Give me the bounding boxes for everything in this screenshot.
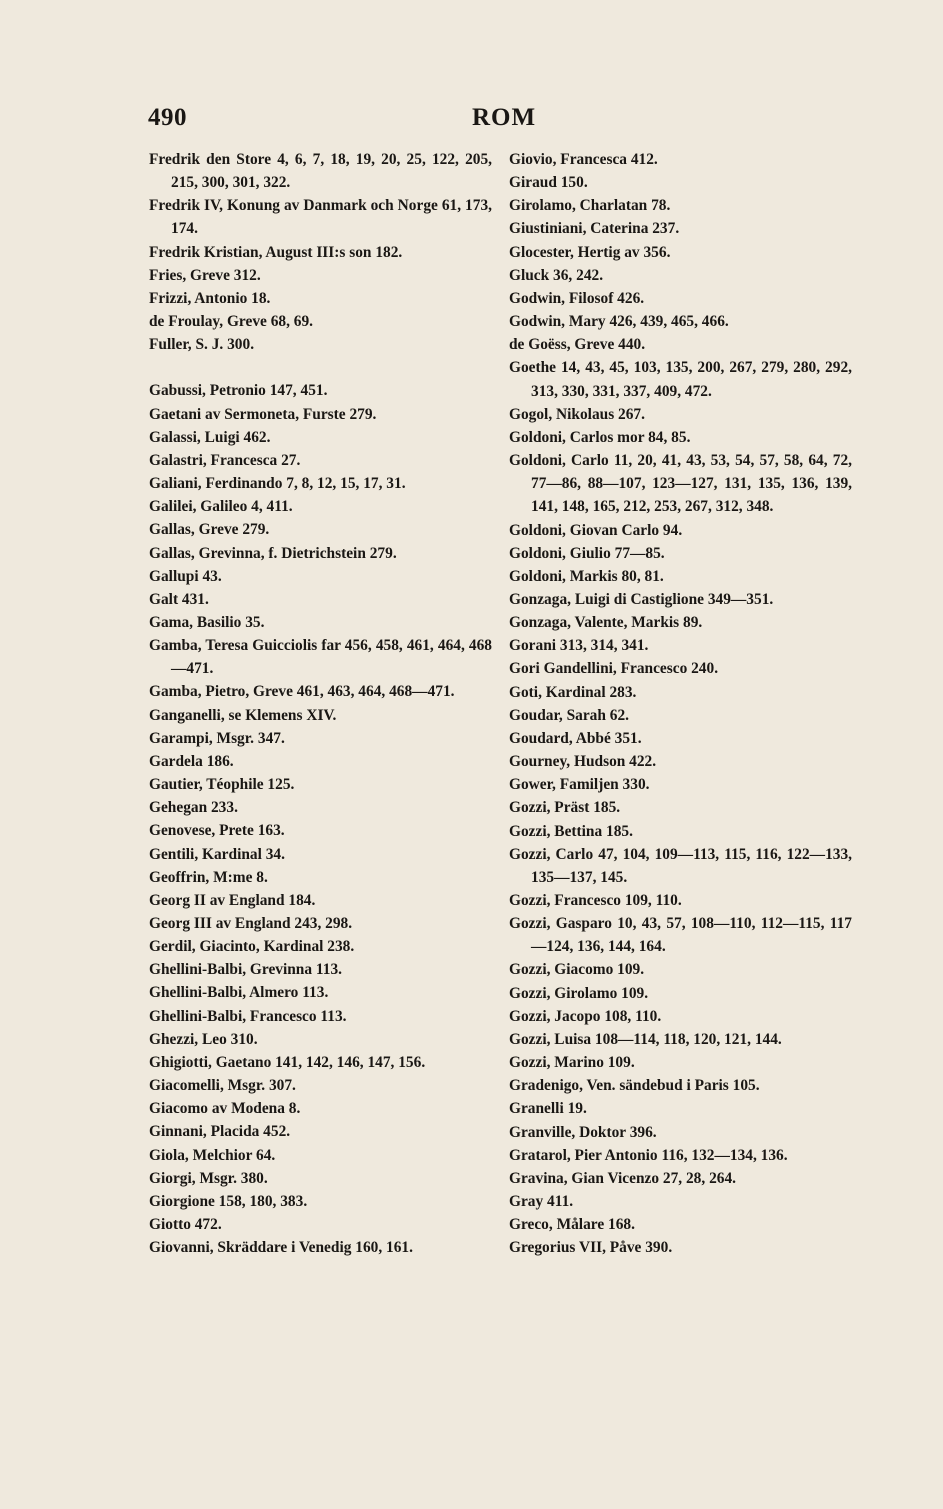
index-entry: Girolamo, Charlatan 78. bbox=[509, 197, 671, 215]
index-entry: Gorani 313, 314, 341. bbox=[509, 637, 649, 655]
index-entry: Ganganelli, se Klemens XIV. bbox=[149, 706, 337, 724]
index-entry: Galilei, Galileo 4, 411. bbox=[149, 498, 293, 516]
index-entry: Gozzi, Carlo 47, 104, 109—113, 115, 116, 122—133, 135—137, 145. bbox=[509, 845, 852, 886]
index-entry: Fredrik den Store 4, 6, 7, 18, 19, 20, 25, 122, 205, 215, 300, 301, 322. bbox=[149, 151, 492, 192]
index-entry: Ghigiotti, Gaetano 141, 142, 146, 147, 156. bbox=[149, 1053, 426, 1071]
index-entry: Giraud 150. bbox=[509, 174, 588, 192]
index-entry: Gravina, Gian Vicenzo 27, 28, 264. bbox=[509, 1169, 737, 1187]
index-entry: Galassi, Luigi 462. bbox=[149, 428, 271, 446]
index-entry: Goldoni, Markis 80, 81. bbox=[509, 567, 664, 585]
index-entry: Gaetani av Sermoneta, Furste 279. bbox=[149, 405, 377, 423]
index-entry: Galiani, Ferdinando 7, 8, 12, 15, 17, 31. bbox=[149, 475, 406, 493]
index-entry: de Froulay, Greve 68, 69. bbox=[149, 313, 314, 331]
index-entry: Georg III av England 243, 298. bbox=[149, 915, 353, 932]
right-entries bbox=[509, 148, 852, 1260]
index-entry: Gogol, Nikolaus 267. bbox=[509, 405, 645, 423]
index-entry: Galastri, Francesca 27. bbox=[149, 451, 301, 469]
index-entry: Gehegan 233. bbox=[149, 799, 238, 817]
index-entry: Ghellini-Balbi, Francesco 113. bbox=[149, 1007, 347, 1025]
index-entry: Goldoni, Carlo 11, 20, 41, 43, 53, 54, 57, 58, 64, 72, 77—86, 88—107, 123—127, 131, 135, 136, 139, 141, 148, 165, 212, 253, 267, 312, 348. bbox=[509, 452, 852, 516]
left-entries-group-g bbox=[149, 379, 492, 1259]
index-entry: Gonzaga, Valente, Markis 89. bbox=[509, 614, 703, 632]
index-entry: Godwin, Mary 426, 439, 465, 466. bbox=[509, 313, 729, 331]
index-entry: Goethe 14, 43, 45, 103, 135, 200, 267, 279, 280, 292, 313, 330, 331, 337, 409, 472. bbox=[509, 359, 852, 400]
index-entry: Gluck 36, 242. bbox=[509, 266, 604, 284]
page-number: 490 bbox=[148, 104, 187, 131]
index-entry: Ginnani, Placida 452. bbox=[149, 1123, 291, 1141]
index-entry: Goldoni, Giulio 77—85. bbox=[509, 544, 665, 562]
index-entry: Giorgione 158, 180, 383. bbox=[149, 1192, 308, 1210]
index-entry: Gozzi, Giacomo 109. bbox=[509, 961, 645, 979]
index-entry: Gallas, Grevinna, f. Dietrichstein 279. bbox=[149, 544, 397, 562]
index-entry: Gourney, Hudson 422. bbox=[509, 753, 657, 771]
index-entry: Gradenigo, Ven. sändebud i Paris 105. bbox=[509, 1077, 760, 1095]
index-entry: Giacomo av Modena 8. bbox=[149, 1100, 301, 1118]
index-entry: Ghezzi, Leo 310. bbox=[149, 1030, 258, 1048]
index-entry: Greco, Målare 168. bbox=[509, 1216, 635, 1234]
index-entry: Gallupi 43. bbox=[149, 567, 222, 585]
index-entry: Granelli 19. bbox=[509, 1100, 587, 1118]
index-entry: Garampi, Msgr. 347. bbox=[149, 729, 285, 747]
index-entry: Geoffrin, M:me 8. bbox=[149, 868, 268, 886]
index-entry: Goti, Kardinal 283. bbox=[509, 683, 637, 701]
index-entry: Giola, Melchior 64. bbox=[149, 1146, 276, 1164]
index-entry: Gower, Familjen 330. bbox=[509, 776, 650, 794]
index-entry: Gray 411. bbox=[509, 1193, 574, 1211]
section-gap bbox=[149, 356, 492, 379]
index-entry: Gamba, Pietro, Greve 461, 463, 464, 468—471. bbox=[149, 683, 455, 701]
index-entry: Goudar, Sarah 62. bbox=[509, 706, 630, 724]
index-entry: Gori Gandellini, Francesco 240. bbox=[509, 660, 719, 678]
index-entry: Gozzi, Girolamo 109. bbox=[509, 984, 649, 1002]
index-entry: Glocester, Hertig av 356. bbox=[509, 243, 671, 261]
index-entry: Granville, Doktor 396. bbox=[509, 1123, 657, 1141]
index-entry: Gallas, Greve 279. bbox=[149, 521, 270, 539]
index-entry: Godwin, Filosof 426. bbox=[509, 289, 645, 307]
index-entry: Giovanni, Skräddare i Venedig 160, 161. bbox=[149, 1239, 413, 1257]
left-column bbox=[149, 148, 492, 1259]
index-entry: Goudard, Abbé 351. bbox=[509, 729, 642, 747]
running-head: ROM bbox=[472, 104, 537, 131]
index-entry: Gozzi, Jacopo 108, 110. bbox=[509, 1007, 662, 1025]
index-entry: Gozzi, Gasparo 10, 43, 57, 108—110, 112—115, 117—124, 136, 144, 164. bbox=[509, 915, 852, 956]
left-entries-group-f bbox=[149, 148, 492, 356]
index-entry: Gentili, Kardinal 34. bbox=[149, 845, 285, 863]
index-entry: Frizzi, Antonio 18. bbox=[149, 289, 271, 307]
index-entry: Gratarol, Pier Antonio 116, 132—134, 136. bbox=[509, 1146, 788, 1164]
index-entry: Gozzi, Francesco 109, 110. bbox=[509, 892, 682, 909]
index-entry: Ghellini-Balbi, Almero 113. bbox=[149, 984, 329, 1002]
index-entry: Goldoni, Carlos mor 84, 85. bbox=[509, 428, 691, 446]
index-entry: Giustiniani, Caterina 237. bbox=[509, 220, 680, 238]
index-entry: Gozzi, Bettina 185. bbox=[509, 822, 633, 840]
index-entry: Fredrik Kristian, August III:s son 182. bbox=[149, 243, 403, 261]
index-entry: Fredrik IV, Konung av Danmark och Norge 61, 173, 174. bbox=[149, 197, 492, 238]
index-entry: Gerdil, Giacinto, Kardinal 238. bbox=[149, 938, 355, 956]
index-entry: Galt 431. bbox=[149, 590, 209, 608]
index-entry: Gregorius VII, Påve 390. bbox=[509, 1239, 673, 1257]
index-entry: Fuller, S. J. 300. bbox=[149, 336, 255, 354]
index-entry: Gozzi, Luisa 108—114, 118, 120, 121, 144. bbox=[509, 1030, 782, 1048]
index-entry: Gama, Basilio 35. bbox=[149, 613, 265, 631]
index-entry: Ghellini-Balbi, Grevinna 113. bbox=[149, 961, 342, 979]
index-entry: Gardela 186. bbox=[149, 752, 234, 770]
index-entry: Fries, Greve 312. bbox=[149, 266, 261, 284]
index-entry: Gozzi, Marino 109. bbox=[509, 1054, 635, 1072]
index-entry: Gonzaga, Luigi di Castiglione 349—351. bbox=[509, 590, 774, 608]
index-entry: Genovese, Prete 163. bbox=[149, 822, 285, 840]
index-entry: Giovio, Francesca 412. bbox=[509, 151, 658, 168]
right-column bbox=[509, 148, 852, 1260]
index-entry: Gabussi, Petronio 147, 451. bbox=[149, 382, 328, 400]
index-entry: Georg II av England 184. bbox=[149, 891, 316, 909]
index-entry: Giacomelli, Msgr. 307. bbox=[149, 1077, 296, 1095]
index-entry: Giorgi, Msgr. 380. bbox=[149, 1169, 268, 1187]
index-entry: de Goëss, Greve 440. bbox=[509, 336, 646, 354]
index-entry: Giotto 472. bbox=[149, 1216, 222, 1234]
index-entry: Gautier, Téophile 125. bbox=[149, 776, 295, 794]
index-entry: Gamba, Teresa Guicciolis far 456, 458, 461, 464, 468—471. bbox=[149, 637, 492, 678]
index-entry: Goldoni, Giovan Carlo 94. bbox=[509, 521, 683, 539]
index-entry: Gozzi, Präst 185. bbox=[509, 799, 621, 817]
